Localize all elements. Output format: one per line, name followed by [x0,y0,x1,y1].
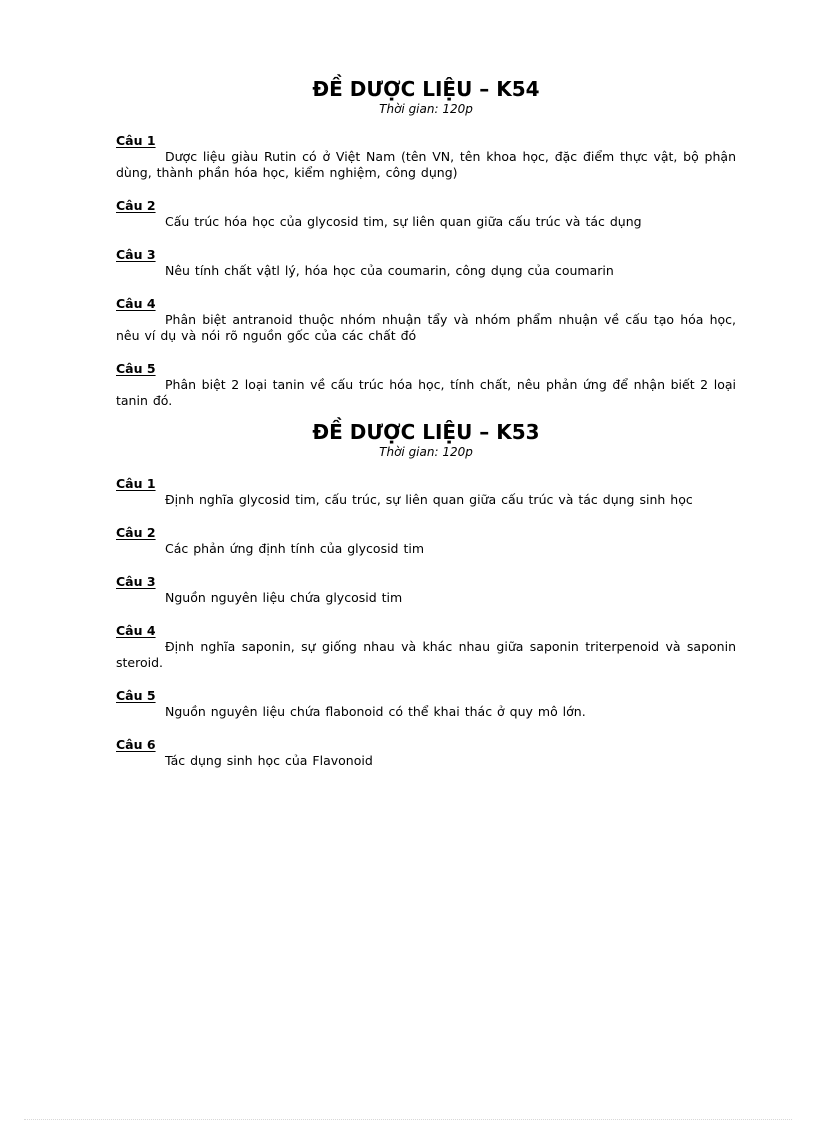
question-text: Dược liệu giàu Rutin có ở Việt Nam (tên VN, tên khoa học, đặc điểm thực vật, bộ phận dùng, thành phần hóa học, kiểm nghiệm, công dụng) [116,149,736,180]
question-text: Các phản ứng định tính của glycosid tim [165,541,425,556]
exam-k53 [116,419,736,769]
document-body [116,76,736,769]
question-label: Câu 5 [116,688,156,703]
question [116,685,736,720]
question-label: Câu 6 [116,737,156,752]
exam-time: Thời gian: 120p [379,102,473,116]
exam-title: ĐỀ DƯỢC LIỆU – K53 [312,420,540,444]
question-text: Nguồn nguyên liệu chứa glycosid tim [165,590,403,605]
question-label: Câu 2 [116,525,156,540]
question-text: Nguồn nguyên liệu chứa flabonoid có thể khai thác ở quy mô lớn. [165,704,586,719]
exam-time: Thời gian: 120p [379,445,473,459]
question-text: Phân biệt 2 loại tanin về cấu trúc hóa học, tính chất, nêu phản ứng để nhận biết 2 loại tanin đó. [116,377,736,408]
question-text: Nêu tính chất vậtl lý, hóa học của coumarin, công dụng của coumarin [165,263,614,278]
question-text: Phân biệt antranoid thuộc nhóm nhuận tẩy và nhóm phẩm nhuận về cấu tạo hóa học, nêu ví dụ và nói rõ nguồn gốc của các chất đó [116,312,736,343]
question-text: Định nghĩa glycosid tim, cấu trúc, sự liên quan giữa cấu trúc và tác dụng sinh học [165,492,693,507]
question-label: Câu 2 [116,198,156,213]
question [116,358,736,409]
question [116,620,736,671]
question-label: Câu 4 [116,296,156,311]
exam-k54 [116,76,736,409]
question [116,244,736,279]
question [116,293,736,344]
question [116,473,736,508]
question-label: Câu 1 [116,476,156,491]
question-text: Tác dụng sinh học của Flavonoid [165,753,373,768]
question-label: Câu 4 [116,623,156,638]
question-text: Cấu trúc hóa học của glycosid tim, sự liên quan giữa cấu trúc và tác dụng [165,214,642,229]
question-label: Câu 1 [116,133,156,148]
question [116,195,736,230]
question-label: Câu 3 [116,574,156,589]
exam-title: ĐỀ DƯỢC LIỆU – K54 [312,77,540,101]
question [116,734,736,769]
page-footer-divider [24,1119,792,1120]
question [116,522,736,557]
question-text: Định nghĩa saponin, sự giống nhau và khác nhau giữa saponin triterpenoid và saponin steroid. [116,639,736,670]
question-label: Câu 5 [116,361,156,376]
question-label: Câu 3 [116,247,156,262]
question [116,571,736,606]
question [116,130,736,181]
